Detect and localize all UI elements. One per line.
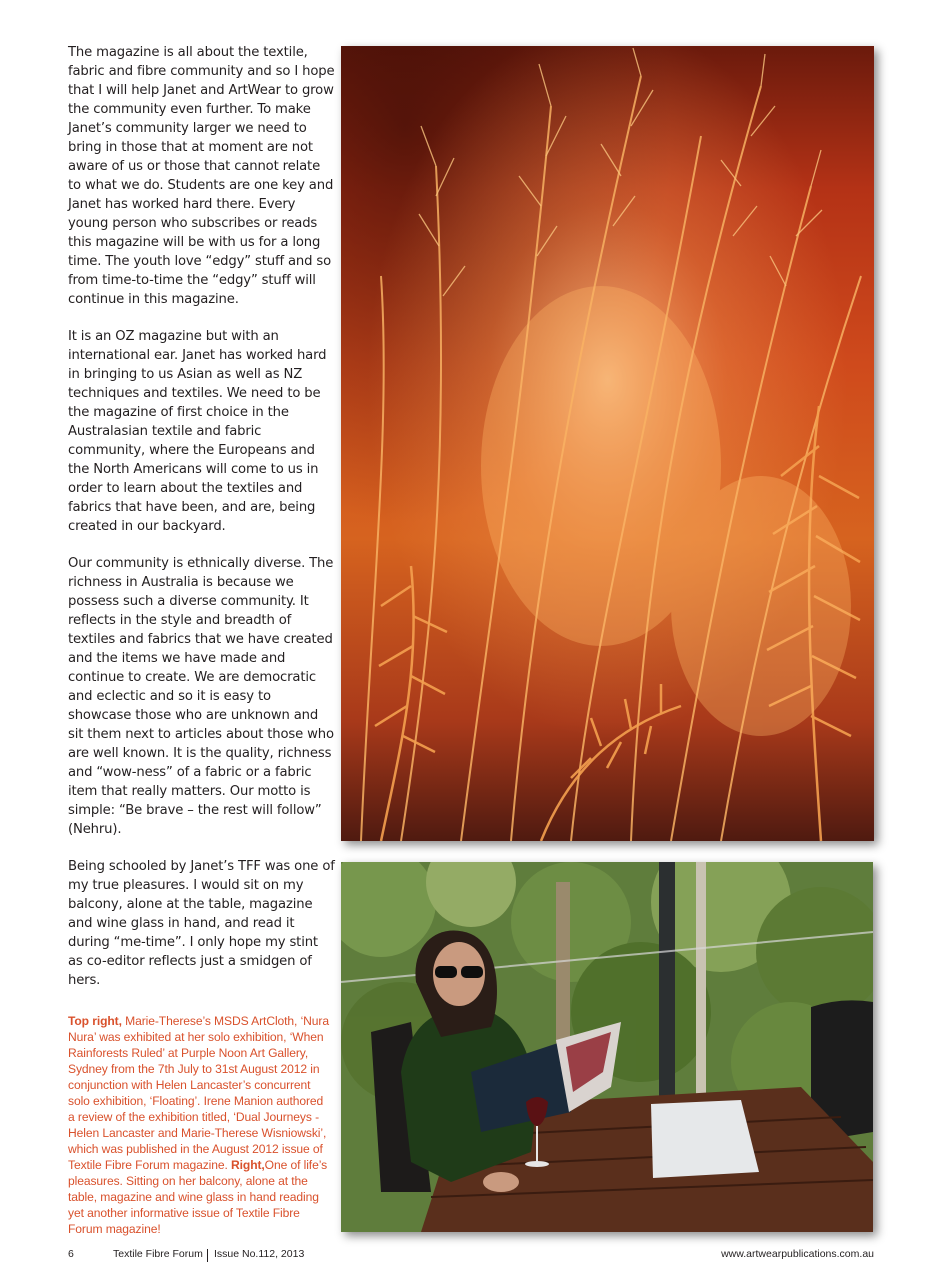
caption-lead-right: Right,: [231, 1158, 265, 1172]
caption-text-right: One of life’s pleasures. Sitting on her balcony, alone at the table, magazine and wine glass in hand reading yet another informative issue of Textile Fibre Forum magazine!: [68, 1158, 328, 1236]
website-url: www.artwearpublications.com.au: [721, 1248, 874, 1260]
page-number: 6: [68, 1248, 74, 1260]
page-footer: [0, 1248, 943, 1264]
publication-name: Textile Fibre Forum: [113, 1248, 203, 1260]
caption-lead-top-right: Top right,: [68, 1014, 122, 1028]
balcony-photo: [341, 862, 873, 1232]
photo-caption: [68, 1013, 333, 1237]
article-paragraph: Being schooled by Janet’s TFF was one of my true pleasures. I would sit on my balcony, alone at the table, magazine and wine glass in hand, and read it during “me-time”. I only hope my stint as co-editor reflects just a smidgen of hers.: [68, 859, 335, 988]
artcloth-photo: [341, 46, 874, 841]
issue-number: Issue No.112, 2013: [214, 1248, 305, 1260]
footer-separator: [207, 1249, 208, 1262]
caption-text-top-right: Marie-Therese’s MSDS ArtCloth, ‘Nura Nura’ was exhibited at her solo exhibition, ‘When Rainforests Ruled’ at Purple Noon Art Gallery, Sydney from the 7th July to 31st August 2012 in conjunction with Helen Lancaster’s concurrent solo exhibition, ‘Floating’. Irene Manion authored a review of the exhibition titled, ‘Dual Journeys - Helen Lancaster and Marie-Therese Wisniowski’, which was published in the August 2012 issue of Textile Fibre Forum magazine.: [68, 1014, 329, 1172]
article-body: [68, 43, 336, 1008]
article-paragraph: It is an OZ magazine but with an international ear. Janet has worked hard in bringing to us Asian as well as NZ techniques and textiles. We need to be the magazine of first choice in the Australasian textile and fabric community, where the Europeans and the North Americans will come to us in order to learn about the textiles and fabrics that have been, and are, being created in our backyard.: [68, 329, 327, 534]
article-paragraph: The magazine is all about the textile, fabric and fibre community and so I hope that I will help Janet and ArtWear to grow the community even further. To make Janet’s community larger we need to bring in those that at moment are not aware of us or those that cannot relate to what we do. Students are one key and Janet has worked hard there. Every young person who subscribes or reads this magazine will be with us for a long time. The youth love “edgy” stuff and so from time-to-time the “edgy” stuff will continue in this magazine.: [68, 45, 335, 307]
article-paragraph: Our community is ethnically diverse. The richness in Australia is because we possess such a diverse community. It reflects in the style and breadth of textiles and fabrics that we have created and the items we have made and continue to create. We are democratic and eclectic and so it is easy to showcase those who are unknown and sit them next to articles about those who are well known. It is the quality, richness and “wow-ness” of a fabric or a fabric item that really matters. Our motto is simple: “Be brave – the rest will follow” (Nehru).: [68, 556, 334, 837]
